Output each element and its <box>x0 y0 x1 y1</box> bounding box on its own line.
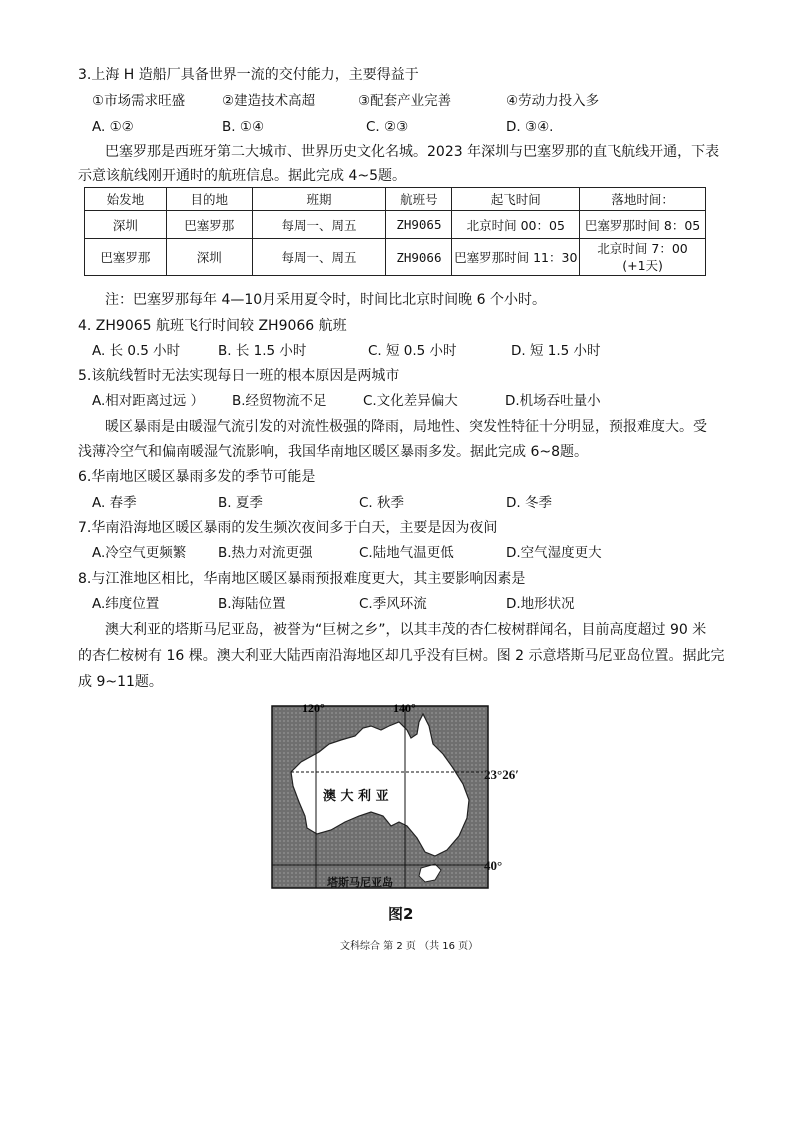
q3-item-3: ③配套产业完善 <box>358 93 452 109</box>
cell-flight-no: ZH9066 <box>386 239 452 276</box>
q4-option-a: A. 长 0.5 小时 <box>92 343 181 359</box>
q3-option-c: C. ②③ <box>366 119 409 135</box>
q7-option-b: B.热力对流更强 <box>218 545 313 561</box>
q3-option-d: D. ③④. <box>506 119 554 135</box>
cell-departure: 巴塞罗那时间 11：30 <box>452 239 580 276</box>
flight-table <box>84 187 706 276</box>
q4-option-c: C. 短 0.5 小时 <box>368 343 457 359</box>
label-120: 120° <box>302 700 325 715</box>
q7-option-d: D.空气湿度更大 <box>506 545 602 561</box>
table-header-row <box>85 188 706 211</box>
q8-option-c: C.季风环流 <box>359 596 427 612</box>
q5-option-b: B.经贸物流不足 <box>232 393 327 409</box>
q6-option-b: B. 夏季 <box>218 495 263 511</box>
q6-option-a: A. 春季 <box>92 495 137 511</box>
passage3-line-1: 澳大利亚的塔斯马尼亚岛，被誉为“巨树之乡”，以其丰茂的杏仁桉树群闻名，目前高度超过 90 米 <box>105 622 707 638</box>
header-arrival: 落地时间： <box>580 188 706 211</box>
q4-stem: 4. ZH9065 航班飞行时间较 ZH9066 航班 <box>78 318 347 334</box>
header-origin: 始发地 <box>85 188 167 211</box>
cell-destination: 巴塞罗那 <box>166 211 252 239</box>
table-note: 注：巴塞罗那每年 4—10月采用夏令时，时间比北京时间晚 6 个小时。 <box>105 292 546 308</box>
cell-destination: 深圳 <box>166 239 252 276</box>
header-flight-no: 航班号 <box>386 188 452 211</box>
cell-schedule: 每周一、周五 <box>252 239 386 276</box>
q6-option-c: C. 秋季 <box>359 495 405 511</box>
q3-item-2: ②建造技术高超 <box>222 93 316 109</box>
label-country: 澳 大 利 亚 <box>323 789 389 804</box>
q4-option-d: D. 短 1.5 小时 <box>511 343 601 359</box>
q3-item-4: ④劳动力投入多 <box>506 93 600 109</box>
cell-arrival: 北京时间 7：00 (+1天) <box>580 239 706 276</box>
passage1-line-2: 示意该航线刚开通时的航班信息。据此完成 4~5题。 <box>78 168 406 184</box>
q3-item-1: ①市场需求旺盛 <box>92 93 186 109</box>
passage3-line-2: 的杏仁桉树有 16 棵。澳大利亚大陆西南沿海地区却几乎没有巨树。图 2 示意塔斯马尼亚岛位置。据此完 <box>78 648 725 664</box>
cell-origin: 深圳 <box>85 211 167 239</box>
q4-option-b: B. 长 1.5 小时 <box>218 343 307 359</box>
table-row <box>85 239 706 276</box>
q7-option-a: A.冷空气更频繁 <box>92 545 187 561</box>
label-40: 40° <box>484 858 503 873</box>
cell-arrival: 巴塞罗那时间 8：05 <box>580 211 706 239</box>
q5-option-d: D.机场吞吐量小 <box>505 393 601 409</box>
q7-option-c: C.陆地气温更低 <box>359 545 454 561</box>
header-destination: 目的地 <box>166 188 252 211</box>
header-schedule: 班期 <box>252 188 386 211</box>
header-departure: 起飞时间 <box>452 188 580 211</box>
cell-origin: 巴塞罗那 <box>85 239 167 276</box>
q5-stem: 5.该航线暂时无法实现每日一班的根本原因是两城市 <box>78 368 400 384</box>
passage1-line-1: 巴塞罗那是西班牙第二大城市、世界历史文化名城。2023 年深圳与巴塞罗那的直飞航线开通，下表 <box>105 144 720 160</box>
q8-option-a: A.纬度位置 <box>92 596 160 612</box>
q8-stem: 8.与江淮地区相比，华南地区暖区暴雨预报难度更大，其主要影响因素是 <box>78 571 526 587</box>
table-row <box>85 211 706 239</box>
cell-schedule: 每周一、周五 <box>252 211 386 239</box>
label-140: 140° <box>393 700 416 715</box>
passage3-line-3: 成 9~11题。 <box>78 674 163 690</box>
label-island: 塔斯马尼亚岛 <box>327 876 393 889</box>
australia-map <box>271 700 491 895</box>
cell-departure: 北京时间 00：05 <box>452 211 580 239</box>
q8-option-b: B.海陆位置 <box>218 596 286 612</box>
q5-option-a: A.相对距离过远 ） <box>92 393 205 409</box>
q5-option-c: C.文化差异偏大 <box>363 393 458 409</box>
q6-stem: 6.华南地区暖区暴雨多发的季节可能是 <box>78 469 316 485</box>
q8-option-d: D.地形状况 <box>506 596 575 612</box>
cell-flight-no: ZH9065 <box>386 211 452 239</box>
q3-stem: 3.上海 H 造船厂具备世界一流的交付能力，主要得益于 <box>78 67 419 83</box>
page-footer: 文科综合 第 2 页 （共 16 页） <box>340 941 479 952</box>
label-tropic: 23°26′ <box>484 767 519 782</box>
figure-caption: 图2 <box>388 905 414 923</box>
q3-option-b: B. ①④ <box>222 119 265 135</box>
passage2-line-2: 浅薄冷空气和偏南暖湿气流影响，我国华南地区暖区暴雨多发。据此完成 6~8题。 <box>78 444 588 460</box>
q3-option-a: A. ①② <box>92 119 134 135</box>
passage2-line-1: 暖区暴雨是由暖湿气流引发的对流性极强的降雨，局地性、突发性特征十分明显，预报难度大。受 <box>105 419 707 435</box>
q7-stem: 7.华南沿海地区暖区暴雨的发生频次夜间多于白天，主要是因为夜间 <box>78 520 498 536</box>
q6-option-d: D. 冬季 <box>506 495 552 511</box>
